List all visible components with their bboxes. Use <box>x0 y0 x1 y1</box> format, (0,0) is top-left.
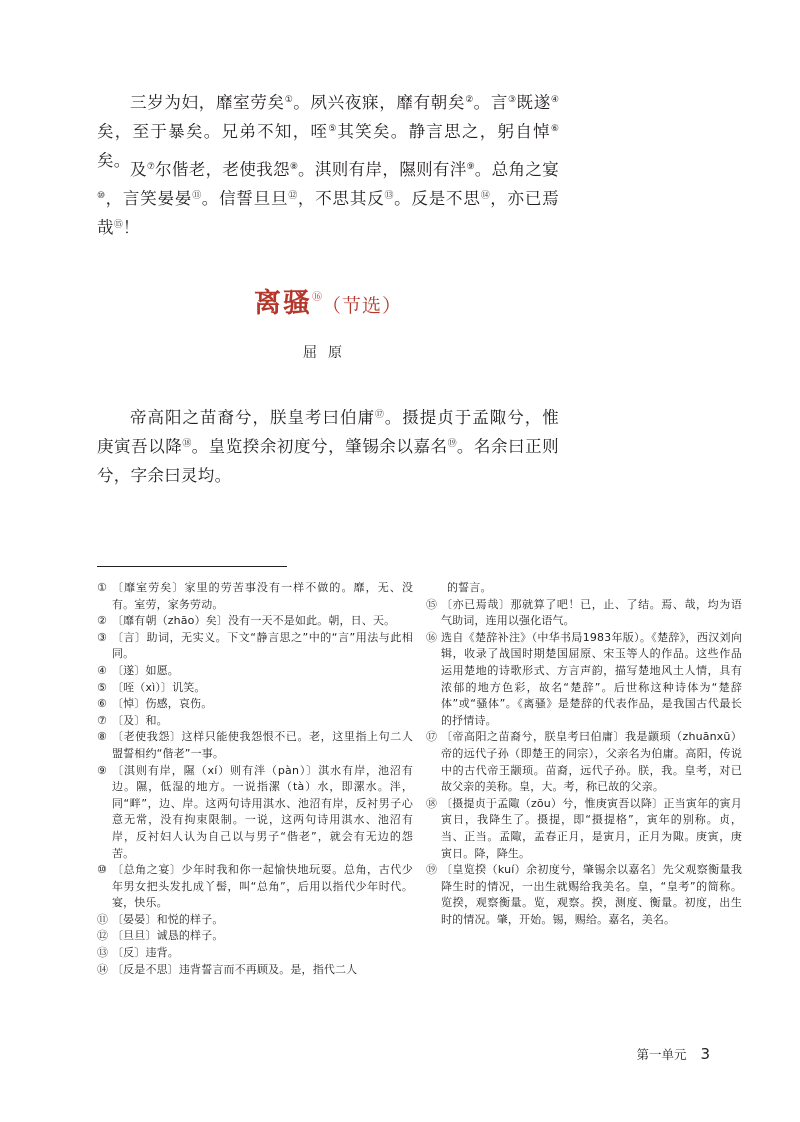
poem-text: ！ <box>122 218 140 237</box>
footnote-number: ④ <box>97 663 108 677</box>
footnote-marker: ⑱ <box>182 439 192 449</box>
footnote-3 <box>97 630 413 663</box>
footnote-text: 〔及〕和。 <box>112 713 168 727</box>
title-sub: （节选） <box>321 295 402 317</box>
poem-text: 尔偕老，老使我怨 <box>155 160 290 179</box>
footnote-number: ⑲ <box>426 863 438 877</box>
footnote-text: 〔遂〕如愿。 <box>112 663 179 677</box>
poem-text: 。淇则有岸，隰则有泮 <box>298 160 467 179</box>
poem-stanza-3 <box>97 403 559 490</box>
footnote-marker: ② <box>465 95 474 105</box>
poem-text: 。反是不思 <box>394 189 481 208</box>
footnote-marker: ① <box>284 95 294 105</box>
footnote-number: ⑮ <box>426 597 438 611</box>
footnote-text: 〔皇览揆（kuí）余初度兮，肇锡余以嘉名〕先父观察衡量我降生时的情况，一出生就赐给我美名。皇，“皇考”的简称。览揆，观察衡量。览，观察。揆，测度、衡量。初度，出生时的情况。肇，开始。锡，赐给。嘉名，美名。 <box>441 863 742 926</box>
footnote-13 <box>97 945 413 962</box>
author-name: 屈原 <box>303 345 353 361</box>
footnote-19 <box>426 862 742 928</box>
stanza-2-text <box>97 155 559 242</box>
footnote-5 <box>97 680 413 697</box>
footnote-marker: ⑫ <box>288 191 298 201</box>
poem-stanza-2 <box>97 155 559 242</box>
footnote-1 <box>97 580 413 613</box>
footnote-number: ⑨ <box>97 763 108 777</box>
footnote-number: ⑦ <box>97 713 108 727</box>
footnote-number: ⑥ <box>97 697 108 711</box>
footnote-text: 〔老使我怨〕这样只能使我怨恨不已。老，这里指上句二人盟誓相约“偕老”一事。 <box>112 730 413 760</box>
poem-text: 帝高阳之苗裔兮，朕皇考曰伯庸 <box>130 408 375 427</box>
footnote-text: 〔靡室劳矣〕家里的劳苦事没有一样不做的。靡，无、没有。室劳，家务劳动。 <box>112 581 413 611</box>
poem-text: 。皇览揆余初度兮，肇锡余以嘉名 <box>191 437 448 456</box>
footnote-marker: ⑤ <box>328 124 338 134</box>
footnote-marker: ⑮ <box>113 220 123 230</box>
footnote-divider <box>97 566 287 567</box>
poem-text: 。摄提贞于孟陬兮，惟庚寅吾以降 <box>97 408 559 456</box>
footnote-marker: ⑬ <box>384 191 395 201</box>
footnote-12 <box>97 928 413 945</box>
footnote-6 <box>97 696 413 713</box>
footnote-text: 〔总角之宴〕少年时我和你一起愉快地玩耍。总角，古代少年男女把头发扎成丫髻，叫“总角”，后用以指代少年时代。宴，快乐。 <box>112 863 413 910</box>
footnote-17 <box>426 729 742 795</box>
footnote-18 <box>426 796 742 862</box>
footnote-marker: ⑦ <box>146 162 156 172</box>
footnote-marker: ③ <box>508 95 517 105</box>
title-main: 离骚 <box>253 288 312 319</box>
footnote-number: ⑤ <box>97 680 108 694</box>
footnote-2 <box>97 613 413 630</box>
footnote-number: ⑰ <box>426 730 438 744</box>
footnote-marker: ⑲ <box>447 439 457 449</box>
footnote-number: ⑪ <box>97 912 109 926</box>
footnote-marker: ⑭ <box>480 191 491 201</box>
poem-text: 。言 <box>473 93 509 112</box>
footnote-marker: ⑪ <box>192 191 202 201</box>
footnote-number: ⑯ <box>426 630 438 644</box>
poem-text: ，亦已焉哉 <box>97 189 559 237</box>
footnote-marker: ⑩ <box>97 191 106 201</box>
footnote-text: 〔帝高阳之苗裔兮，朕皇考曰伯庸〕我是颛顼（zhuānxū）帝的远代子孙（即楚王的同宗），父亲名为伯庸。高阳，传说中的古代帝王颛顼。苗裔，远代子孙。朕，我。皇考，对已故父亲的美称。皇，大。考，称已故的父亲。 <box>441 730 742 794</box>
footnote-number: ⑫ <box>97 929 109 943</box>
poem-text: 。夙兴夜寐，靡有朝矣 <box>293 93 466 112</box>
page-footer <box>636 1045 710 1063</box>
footnote-14 <box>97 962 413 979</box>
footnote-16 <box>426 630 742 730</box>
footnote-text: 〔咥（xì）〕讥笑。 <box>112 680 206 694</box>
footnotes-right-column <box>426 580 742 928</box>
stanza-3-text <box>97 403 559 490</box>
page-number: 3 <box>700 1045 710 1063</box>
footnote-marker: ⑥ <box>550 124 559 134</box>
footnote-marker: ⑧ <box>289 162 299 172</box>
poem-text: 。名余曰正则兮，字余曰灵均。 <box>97 437 559 485</box>
footnote-marker: ④ <box>550 95 559 105</box>
footnote-number: ⑩ <box>97 863 108 877</box>
footnote-text: 〔旦旦〕诚恳的样子。 <box>112 929 224 943</box>
title-note-marker: ⑯ <box>311 292 322 303</box>
footnote-number: ③ <box>97 630 108 644</box>
footnote-text: 〔反〕违背。 <box>112 946 179 960</box>
poem-text: 。总角之宴 <box>474 160 560 179</box>
footnote-text: 〔亦已焉哉〕那就算了吧！已，止、了结。焉、哉，均为语气助词，连用以强化语气。 <box>441 597 742 628</box>
poem-text: 矣，至于暴矣。兄弟不知，咥 <box>97 122 329 141</box>
footnote-11 <box>97 912 413 929</box>
footnote-text: 〔摄提贞于孟陬（zōu）兮，惟庚寅吾以降〕正当寅年的寅月寅日，我降生了。摄提，即“摄提格”，寅年的别称。贞，当、正当。孟陬，孟春正月，是寅月，正月为陬。庚寅，庚寅日。降，降生。 <box>441 796 742 860</box>
footnote-9 <box>97 763 413 863</box>
footnote-text: 〔言〕助词，无实义。下文“静言思之”中的“言”用法与此相同。 <box>112 630 413 661</box>
footnote-4 <box>97 663 413 680</box>
poem-text: 三岁为妇，靡室劳矣 <box>130 93 285 112</box>
footnote-number: ⑧ <box>97 730 108 744</box>
poem-text: 既遂 <box>516 93 551 112</box>
footnote-15 <box>426 597 742 630</box>
footnote-14-continuation: 的誓言。 <box>447 581 492 594</box>
footnote-text: 〔反是不思〕违背誓言而不再顾及。是，指代二人 <box>112 962 358 976</box>
footnote-text: 〔淇则有岸，隰（xí）则有泮（pàn）〕淇水有岸，池沼有边。隰，低湿的地方。一说指漯（tà）水，即漯水。泮，同“畔”，边、岸。这两句诗用淇水、池沼有岸，反衬男子心意无常，没有拘束限制。一说，这两句诗用淇水、池沼有岸，反衬妇人认为自己以与男子“偕老”，就会有无边的怨苦。 <box>112 763 413 860</box>
footnote-10 <box>97 862 413 912</box>
footnote-marker: ⑨ <box>466 162 475 172</box>
footnotes-left-column <box>97 580 413 978</box>
poem-text: ，不思其反 <box>297 189 385 208</box>
footnote-text: 〔悼〕伤感，哀伤。 <box>112 697 213 711</box>
poem-text: ，言笑晏晏 <box>105 189 193 208</box>
footnote-number: ② <box>97 614 108 628</box>
footnote-number: ① <box>97 581 108 594</box>
poem-text: 。信誓旦旦 <box>201 189 289 208</box>
footnote-text: 选自《楚辞补注》（中华书局1983年版）。《楚辞》，西汉刘向辑，收录了战国时期楚国屈原、宋玉等人的作品。这些作品运用楚地的诗歌形式、方言声韵，描写楚地风土人情，具有浓郁的地方色彩，故名“楚辞”。后世称这种诗体为“楚辞体”或“骚体”。《离骚》是楚辞的代表作品，是我国古代最长的抒情诗。 <box>441 630 742 727</box>
footnote-8 <box>97 729 413 762</box>
section-title <box>0 281 656 320</box>
footnote-marker: ⑰ <box>375 410 385 420</box>
footnote-number: ⑱ <box>426 796 438 810</box>
footnote-7 <box>97 713 413 730</box>
footnote-number: ⑭ <box>97 962 109 976</box>
poem-text: 矣。 <box>97 151 131 170</box>
unit-label: 第一单元 <box>636 1047 687 1062</box>
footnote-number: ⑬ <box>97 946 109 960</box>
poem-text: 其笑矣。静言思之，躬自悼 <box>337 122 551 141</box>
footnote-text: 〔晏晏〕和悦的样子。 <box>112 912 224 926</box>
poem-text: 及 <box>130 160 147 179</box>
footnote-text: 〔靡有朝（zhāo）矣〕没有一天不是如此。朝，日、天。 <box>112 614 396 628</box>
